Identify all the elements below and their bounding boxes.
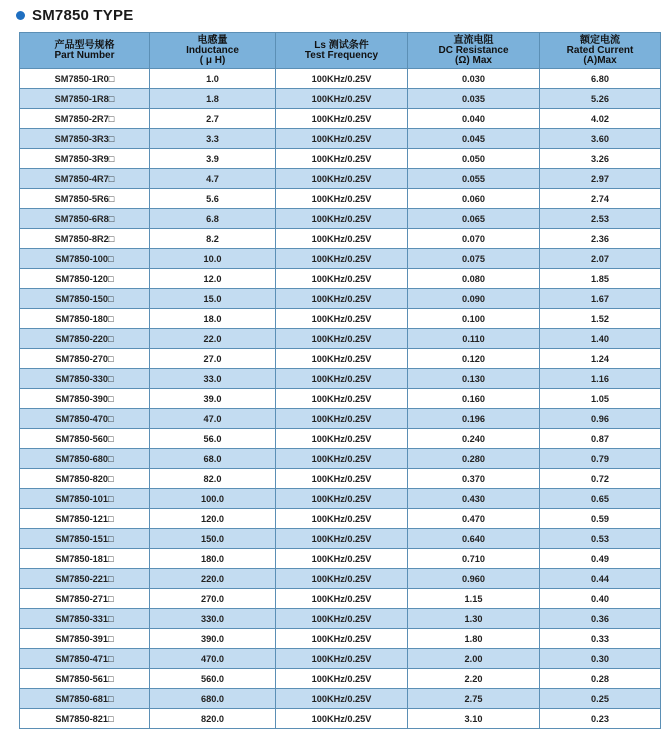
table-row (20, 169, 661, 189)
cell-dc-resistance: 0.430 (408, 489, 540, 509)
cell-dc-resistance: 0.040 (408, 109, 540, 129)
cell-part-number: SM7850-471□ (20, 649, 150, 669)
cell-inductance: 27.0 (150, 349, 276, 369)
cell-rated-current: 3.26 (540, 149, 661, 169)
cell-test-frequency: 100KHz/0.25V (276, 429, 408, 449)
cell-inductance: 1.0 (150, 69, 276, 89)
table-row (20, 709, 661, 729)
table-header-row (20, 33, 661, 69)
cell-rated-current: 1.05 (540, 389, 661, 409)
cell-part-number: SM7850-2R7□ (20, 109, 150, 129)
cell-rated-current: 2.97 (540, 169, 661, 189)
cell-rated-current: 0.33 (540, 629, 661, 649)
cell-part-number: SM7850-3R9□ (20, 149, 150, 169)
cell-inductance: 3.3 (150, 129, 276, 149)
cell-test-frequency: 100KHz/0.25V (276, 89, 408, 109)
cell-rated-current: 3.60 (540, 129, 661, 149)
cell-test-frequency: 100KHz/0.25V (276, 149, 408, 169)
header-zh: 直流电阻 (453, 34, 494, 46)
cell-rated-current: 1.67 (540, 289, 661, 309)
cell-rated-current: 0.96 (540, 409, 661, 429)
cell-test-frequency: 100KHz/0.25V (276, 249, 408, 269)
table-row (20, 509, 661, 529)
cell-test-frequency: 100KHz/0.25V (276, 469, 408, 489)
header-zh: Ls 测试条件 (314, 39, 369, 51)
cell-dc-resistance: 0.055 (408, 169, 540, 189)
cell-dc-resistance: 0.070 (408, 229, 540, 249)
cell-inductance: 33.0 (150, 369, 276, 389)
cell-rated-current: 0.49 (540, 549, 661, 569)
cell-inductance: 3.9 (150, 149, 276, 169)
cell-dc-resistance: 0.050 (408, 149, 540, 169)
cell-part-number: SM7850-271□ (20, 589, 150, 609)
cell-dc-resistance: 0.470 (408, 509, 540, 529)
cell-rated-current: 0.79 (540, 449, 661, 469)
cell-part-number: SM7850-181□ (20, 549, 150, 569)
table-row (20, 449, 661, 469)
cell-dc-resistance: 0.065 (408, 209, 540, 229)
table-row (20, 369, 661, 389)
cell-test-frequency: 100KHz/0.25V (276, 309, 408, 329)
header-unit: (A)Max (583, 54, 617, 66)
cell-dc-resistance: 1.80 (408, 629, 540, 649)
cell-part-number: SM7850-220□ (20, 329, 150, 349)
cell-inductance: 5.6 (150, 189, 276, 209)
cell-inductance: 10.0 (150, 249, 276, 269)
table-row (20, 349, 661, 369)
cell-dc-resistance: 2.75 (408, 689, 540, 709)
header-inductance (150, 33, 276, 69)
cell-inductance: 100.0 (150, 489, 276, 509)
cell-part-number: SM7850-150□ (20, 289, 150, 309)
header-dc-resistance (408, 33, 540, 69)
cell-part-number: SM7850-100□ (20, 249, 150, 269)
table-row (20, 469, 661, 489)
cell-part-number: SM7850-1R0□ (20, 69, 150, 89)
cell-test-frequency: 100KHz/0.25V (276, 649, 408, 669)
cell-inductance: 560.0 (150, 669, 276, 689)
cell-inductance: 1.8 (150, 89, 276, 109)
cell-rated-current: 0.65 (540, 489, 661, 509)
cell-dc-resistance: 0.640 (408, 529, 540, 549)
cell-part-number: SM7850-680□ (20, 449, 150, 469)
cell-test-frequency: 100KHz/0.25V (276, 689, 408, 709)
cell-inductance: 8.2 (150, 229, 276, 249)
cell-inductance: 150.0 (150, 529, 276, 549)
header-zh: 额定电流 (580, 34, 620, 46)
cell-test-frequency: 100KHz/0.25V (276, 509, 408, 529)
cell-inductance: 68.0 (150, 449, 276, 469)
table-row (20, 409, 661, 429)
cell-rated-current: 0.25 (540, 689, 661, 709)
cell-test-frequency: 100KHz/0.25V (276, 449, 408, 469)
table-row (20, 669, 661, 689)
cell-part-number: SM7850-5R6□ (20, 189, 150, 209)
cell-part-number: SM7850-331□ (20, 609, 150, 629)
cell-part-number: SM7850-330□ (20, 369, 150, 389)
cell-test-frequency: 100KHz/0.25V (276, 669, 408, 689)
cell-dc-resistance: 3.10 (408, 709, 540, 729)
cell-rated-current: 2.74 (540, 189, 661, 209)
table-row (20, 109, 661, 129)
cell-dc-resistance: 1.15 (408, 589, 540, 609)
table-row (20, 489, 661, 509)
cell-test-frequency: 100KHz/0.25V (276, 709, 408, 729)
cell-rated-current: 1.16 (540, 369, 661, 389)
cell-rated-current: 4.02 (540, 109, 661, 129)
cell-part-number: SM7850-391□ (20, 629, 150, 649)
table-row (20, 229, 661, 249)
cell-part-number: SM7850-560□ (20, 429, 150, 449)
table-row (20, 389, 661, 409)
cell-dc-resistance: 2.00 (408, 649, 540, 669)
cell-rated-current: 0.59 (540, 509, 661, 529)
table-row (20, 69, 661, 89)
cell-dc-resistance: 0.280 (408, 449, 540, 469)
cell-test-frequency: 100KHz/0.25V (276, 529, 408, 549)
cell-test-frequency: 100KHz/0.25V (276, 389, 408, 409)
cell-part-number: SM7850-681□ (20, 689, 150, 709)
cell-test-frequency: 100KHz/0.25V (276, 589, 408, 609)
cell-dc-resistance: 0.120 (408, 349, 540, 369)
cell-inductance: 390.0 (150, 629, 276, 649)
table-row (20, 589, 661, 609)
cell-rated-current: 2.36 (540, 229, 661, 249)
cell-test-frequency: 100KHz/0.25V (276, 169, 408, 189)
cell-rated-current: 1.52 (540, 309, 661, 329)
table-row (20, 289, 661, 309)
cell-test-frequency: 100KHz/0.25V (276, 109, 408, 129)
cell-part-number: SM7850-6R8□ (20, 209, 150, 229)
cell-rated-current: 0.72 (540, 469, 661, 489)
header-part-number (20, 33, 150, 69)
cell-rated-current: 2.07 (540, 249, 661, 269)
cell-part-number: SM7850-151□ (20, 529, 150, 549)
cell-inductance: 120.0 (150, 509, 276, 529)
cell-inductance: 270.0 (150, 589, 276, 609)
cell-test-frequency: 100KHz/0.25V (276, 289, 408, 309)
cell-inductance: 22.0 (150, 329, 276, 349)
cell-test-frequency: 100KHz/0.25V (276, 629, 408, 649)
cell-test-frequency: 100KHz/0.25V (276, 129, 408, 149)
cell-part-number: SM7850-821□ (20, 709, 150, 729)
cell-inductance: 220.0 (150, 569, 276, 589)
table-row (20, 129, 661, 149)
cell-dc-resistance: 1.30 (408, 609, 540, 629)
table-row (20, 689, 661, 709)
cell-rated-current: 0.36 (540, 609, 661, 629)
cell-rated-current: 0.53 (540, 529, 661, 549)
cell-dc-resistance: 0.035 (408, 89, 540, 109)
cell-dc-resistance: 0.060 (408, 189, 540, 209)
table-row (20, 609, 661, 629)
cell-part-number: SM7850-1R8□ (20, 89, 150, 109)
cell-test-frequency: 100KHz/0.25V (276, 569, 408, 589)
cell-rated-current: 0.28 (540, 669, 661, 689)
cell-dc-resistance: 0.045 (408, 129, 540, 149)
cell-dc-resistance: 0.240 (408, 429, 540, 449)
table-row (20, 329, 661, 349)
cell-part-number: SM7850-120□ (20, 269, 150, 289)
cell-dc-resistance: 0.160 (408, 389, 540, 409)
cell-rated-current: 1.85 (540, 269, 661, 289)
table-body (20, 69, 661, 729)
cell-dc-resistance: 0.075 (408, 249, 540, 269)
cell-test-frequency: 100KHz/0.25V (276, 349, 408, 369)
cell-dc-resistance: 0.710 (408, 549, 540, 569)
cell-dc-resistance: 0.370 (408, 469, 540, 489)
cell-dc-resistance: 0.030 (408, 69, 540, 89)
cell-dc-resistance: 0.110 (408, 329, 540, 349)
cell-part-number: SM7850-4R7□ (20, 169, 150, 189)
cell-inductance: 820.0 (150, 709, 276, 729)
cell-part-number: SM7850-180□ (20, 309, 150, 329)
cell-inductance: 15.0 (150, 289, 276, 309)
cell-rated-current: 0.23 (540, 709, 661, 729)
spec-table (19, 32, 661, 729)
header-en: Test Frequency (304, 49, 379, 61)
cell-test-frequency: 100KHz/0.25V (276, 369, 408, 389)
cell-rated-current: 2.53 (540, 209, 661, 229)
cell-inductance: 4.7 (150, 169, 276, 189)
cell-test-frequency: 100KHz/0.25V (276, 269, 408, 289)
header-zh: 产品型号规格 (54, 39, 115, 51)
header-zh: 电感量 (197, 34, 228, 46)
header-unit: ( μ H) (199, 54, 226, 66)
cell-inductance: 180.0 (150, 549, 276, 569)
table-row (20, 149, 661, 169)
cell-part-number: SM7850-8R2□ (20, 229, 150, 249)
cell-dc-resistance: 0.196 (408, 409, 540, 429)
cell-test-frequency: 100KHz/0.25V (276, 609, 408, 629)
cell-rated-current: 0.44 (540, 569, 661, 589)
cell-rated-current: 0.87 (540, 429, 661, 449)
cell-rated-current: 6.80 (540, 69, 661, 89)
cell-rated-current: 0.40 (540, 589, 661, 609)
cell-inductance: 56.0 (150, 429, 276, 449)
cell-inductance: 2.7 (150, 109, 276, 129)
header-rated-current (540, 33, 661, 69)
table-row (20, 209, 661, 229)
table-row (20, 269, 661, 289)
cell-test-frequency: 100KHz/0.25V (276, 69, 408, 89)
cell-dc-resistance: 2.20 (408, 669, 540, 689)
cell-inductance: 12.0 (150, 269, 276, 289)
table-row (20, 569, 661, 589)
cell-inductance: 470.0 (150, 649, 276, 669)
cell-inductance: 82.0 (150, 469, 276, 489)
cell-part-number: SM7850-561□ (20, 669, 150, 689)
cell-dc-resistance: 0.100 (408, 309, 540, 329)
table-row (20, 649, 661, 669)
table-row (20, 529, 661, 549)
cell-test-frequency: 100KHz/0.25V (276, 409, 408, 429)
cell-rated-current: 1.24 (540, 349, 661, 369)
cell-inductance: 39.0 (150, 389, 276, 409)
cell-part-number: SM7850-221□ (20, 569, 150, 589)
cell-inductance: 47.0 (150, 409, 276, 429)
cell-inductance: 18.0 (150, 309, 276, 329)
cell-part-number: SM7850-820□ (20, 469, 150, 489)
table-row (20, 309, 661, 329)
cell-part-number: SM7850-101□ (20, 489, 150, 509)
table-row (20, 189, 661, 209)
cell-part-number: SM7850-121□ (20, 509, 150, 529)
cell-inductance: 6.8 (150, 209, 276, 229)
table-row (20, 89, 661, 109)
cell-test-frequency: 100KHz/0.25V (276, 189, 408, 209)
cell-test-frequency: 100KHz/0.25V (276, 489, 408, 509)
header-en: Inductance (186, 44, 239, 56)
header-unit: (Ω) Max (455, 54, 492, 66)
header-en: Rated Current (566, 44, 634, 56)
cell-part-number: SM7850-270□ (20, 349, 150, 369)
table-row (20, 549, 661, 569)
cell-dc-resistance: 0.080 (408, 269, 540, 289)
cell-inductance: 680.0 (150, 689, 276, 709)
cell-dc-resistance: 0.130 (408, 369, 540, 389)
table-row (20, 429, 661, 449)
cell-test-frequency: 100KHz/0.25V (276, 549, 408, 569)
header-en: Part Number (54, 49, 115, 61)
header-test-frequency (276, 33, 408, 69)
cell-rated-current: 1.40 (540, 329, 661, 349)
cell-test-frequency: 100KHz/0.25V (276, 209, 408, 229)
table-row (20, 249, 661, 269)
page-title: SM7850 TYPE (32, 6, 134, 24)
header-en: DC Resistance (438, 44, 509, 56)
cell-part-number: SM7850-470□ (20, 409, 150, 429)
cell-test-frequency: 100KHz/0.25V (276, 329, 408, 349)
cell-dc-resistance: 0.090 (408, 289, 540, 309)
cell-part-number: SM7850-3R3□ (20, 129, 150, 149)
title-row (16, 5, 133, 25)
cell-test-frequency: 100KHz/0.25V (276, 229, 408, 249)
cell-rated-current: 5.26 (540, 89, 661, 109)
cell-part-number: SM7850-390□ (20, 389, 150, 409)
table-row (20, 629, 661, 649)
cell-inductance: 330.0 (150, 609, 276, 629)
cell-rated-current: 0.30 (540, 649, 661, 669)
bullet-icon (16, 11, 25, 20)
cell-dc-resistance: 0.960 (408, 569, 540, 589)
